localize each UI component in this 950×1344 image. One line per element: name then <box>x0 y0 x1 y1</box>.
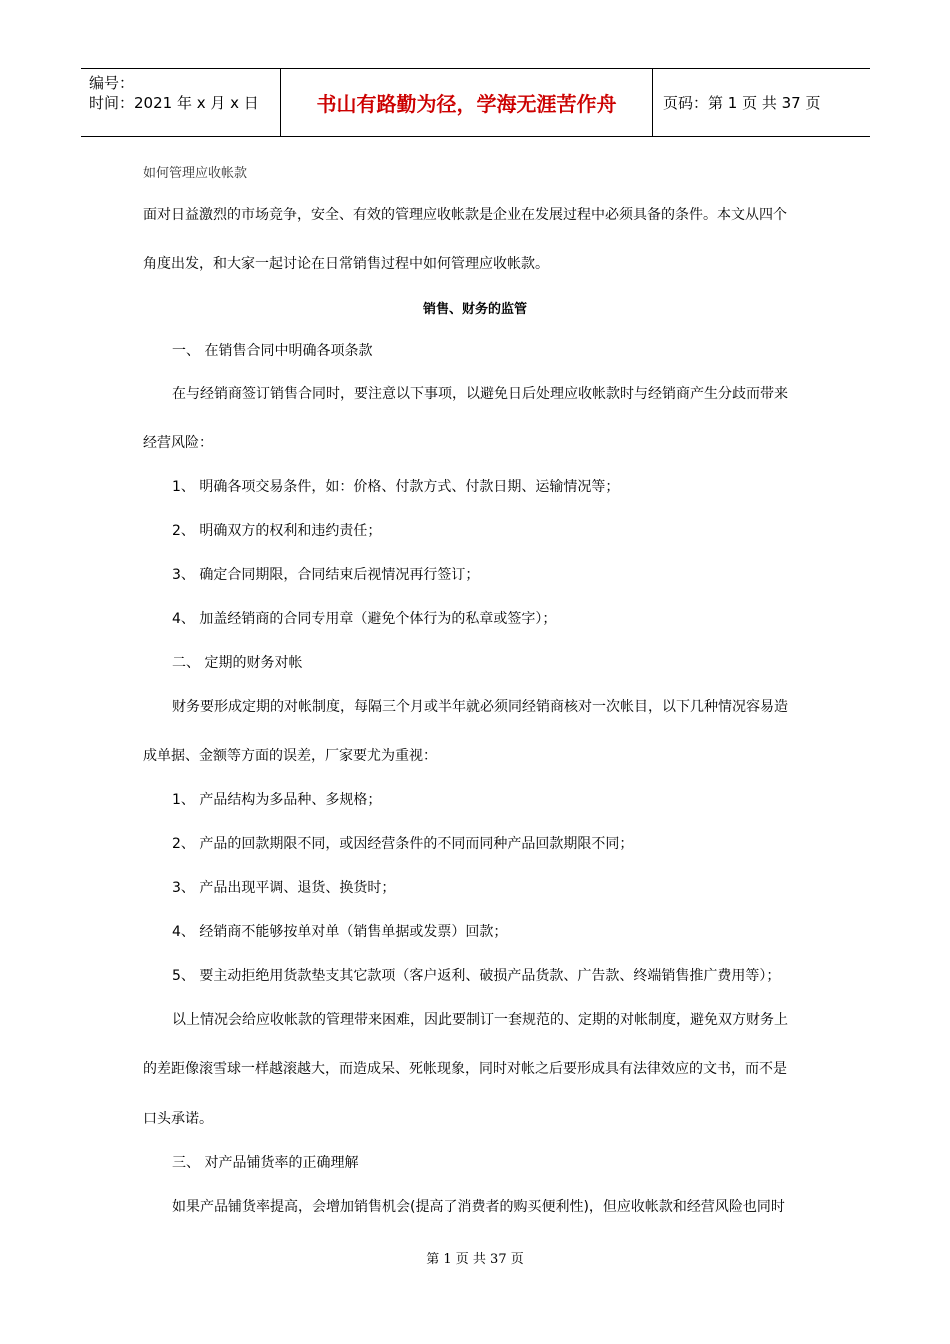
s2-closing-line-1: 以上情况会给应收帐款的管理带来困难，因此要制订一套规范的、定期的对帐制度，避免双方财务上 <box>172 1012 788 1028</box>
s1-item-1: 1、 明确各项交易条件，如：价格、付款方式、付款日期、运输情况等； <box>172 479 620 495</box>
document-title: 如何管理应收帐款 <box>143 166 248 181</box>
s2-item-1: 1、 产品结构为多品种、多规格； <box>172 792 382 808</box>
s3-heading: 三、 对产品铺货率的正确理解 <box>172 1155 359 1171</box>
s1-para-line-1: 在与经销商签订销售合同时，要注意以下事项，以避免日后处理应收帐款时与经销商产生分歧而带来 <box>172 386 788 402</box>
s2-item-5: 5、 要主动拒绝用货款垫支其它款项（客户返利、破损产品货款、广告款、终端销售推广费用等）； <box>172 968 781 984</box>
s2-closing-line-3: 口头承诺。 <box>143 1111 213 1127</box>
number-label: 编号： <box>89 74 135 92</box>
s2-para-line-2: 成单据、金额等方面的误差，厂家要尤为重视： <box>143 748 437 764</box>
s1-para-line-2: 经营风险： <box>143 435 213 451</box>
s1-heading: 一、 在销售合同中明确各项条款 <box>172 343 373 359</box>
s2-para-line-1: 财务要形成定期的对帐制度，每隔三个月或半年就必须同经销商核对一次帐目，以下几种情况容易造 <box>172 699 788 715</box>
s2-item-3: 3、 产品出现平调、退货、换货时； <box>172 880 396 896</box>
s2-closing-line-2: 的差距像滚雪球一样越滚越大，而造成呆、死帐现象，同时对帐之后要形成具有法律效应的文书，而不是 <box>143 1061 787 1077</box>
s1-item-4: 4、 加盖经销商的合同专用章（避免个体行为的私章或签字）； <box>172 611 557 627</box>
s3-para-line-1: 如果产品铺货率提高，会增加销售机会(提高了消费者的购买便利性)，但应收帐款和经营风险也同时 <box>172 1199 785 1215</box>
s2-heading: 二、 定期的财务对帐 <box>172 655 303 671</box>
intro-line-2: 角度出发，和大家一起讨论在日常销售过程中如何管理应收帐款。 <box>143 256 549 272</box>
s1-item-3: 3、 确定合同期限，合同结束后视情况再行签订； <box>172 567 480 583</box>
intro-line-1: 面对日益激烈的市场竞争，安全、有效的管理应收帐款是企业在发展过程中必须具备的条件。本文从四个 <box>143 207 787 223</box>
page-header <box>81 68 870 137</box>
section-title: 销售、财务的监管 <box>422 302 527 317</box>
header-meta <box>81 69 281 136</box>
s2-item-2: 2、 产品的回款期限不同，或因经营条件的不同而同种产品回款期限不同； <box>172 836 634 852</box>
header-page-info: 页码：第 1 页 共 37 页 <box>663 94 821 112</box>
page-footer: 第 1 页 共 37 页 <box>426 1252 524 1267</box>
s2-item-4: 4、 经销商不能够按单对单（销售单据或发票）回款； <box>172 924 508 940</box>
header-motto: 书山有路勤为径，学海无涯苦作舟 <box>281 69 653 136</box>
s1-item-2: 2、 明确双方的权利和违约责任； <box>172 523 382 539</box>
time-label: 时间：2021 年 x 月 x 日 <box>89 94 259 112</box>
